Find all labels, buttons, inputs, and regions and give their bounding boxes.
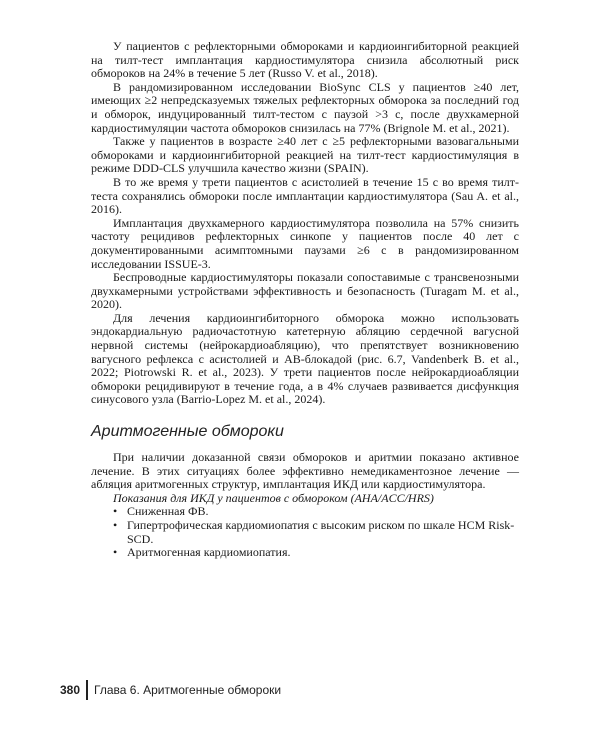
list-item-text: Аритмогенная кардиомиопатия. [127, 545, 291, 560]
list-item [91, 546, 519, 560]
footer-divider [86, 680, 88, 700]
paragraph: Имплантация двухкамерного кардиостимулятора позволила на 57% снизить частоту рецидивов рефлекторных синкопе у пациентов после 40 лет с документированными асимптомными паузами ≥6 с в рандомизированном исследовании ISSUE-3. [91, 215, 519, 271]
body-text [91, 40, 519, 560]
page-footer [60, 680, 281, 700]
list-item-text: Гипертрофическая кардиомиопатия с высоким риском по шкале HCM Risk-SCD. [127, 518, 515, 546]
bullet-icon: • [113, 518, 118, 532]
section-intro-paragraph: При наличии доказанной связи обмороков и аритмии показано активное лечение. В этих ситуациях более эффективно немедикаментозное лечение — абляция аритмогенных структур, имплантация ИКД или кардиостимулятора. [91, 450, 519, 492]
bullet-icon: • [113, 504, 118, 519]
page-number: 380 [60, 683, 81, 697]
paragraph: В рандомизированном исследовании BioSync CLS у пациентов ≥40 лет, имеющих ≥2 непредсказуемых тяжелых рефлекторных обморока за последний год и обморок, индуцированный тилт-тестом с паузой >3 с, после двухкамерной кардиостимуляции частота обмороков снизилась на 77% (Brignole M. et al., 2021). [91, 79, 519, 135]
paragraph: В то же время у трети пациентов с асистолией в течение 15 с во время тилт-теста сохранялись обмороки после имплантации кардиостимулятора (Sau A. et al., 2016). [91, 174, 519, 217]
chapter-title: Глава 6. Аритмогенные обмороки [94, 683, 282, 697]
bullet-icon: • [113, 545, 118, 560]
paragraph: Также у пациентов в возрасте ≥40 лет с ≥5 рефлекторными вазовагальными обмороками и кардиоингибиторной реакцией на тилт-тест кардиостимуляция в режиме DDD-CLS улучшила качество жизни (SPAIN). [91, 134, 519, 176]
list-item-text: Сниженная ФВ. [127, 504, 209, 519]
paragraph: Для лечения кардиоингибиторного обморока можно использовать эндокардиальную радиочастотную катетерную абляцию сердечной вагусной нервной системы (нейрокардиоабляцию), что препятствует возникновению вагусного рефлекса с асистолией и АВ-блокадой (рис. 6.7, Vandenberk B. et al., 2022; Piotrowski R. et al., 2023). У трети пациентов после нейрокардиоабляции обмороки рецидивируют в течение года, а в 4% случаев развивается дисфункция синусового узла (Barrio-Lopez M. et al., 2024). [91, 310, 519, 407]
indications-list [91, 505, 519, 559]
list-item [91, 505, 519, 519]
list-item [91, 519, 519, 546]
paragraph: У пациентов с рефлекторными обмороками и кардиоингибиторной реакцией на тилт-тест имплантация кардиостимулятора снизила абсолютный риск обмороков на 24% в течение 5 лет (Russo V. et al., 2018). [91, 39, 519, 81]
section-heading: Аритмогенные обмороки [91, 423, 284, 441]
paragraph: Беспроводные кардиостимуляторы показали сопоставимые с трансвенозными двухкамерными устройствами эффективность и безопасность (Turagam M. et al., 2020). [91, 270, 519, 312]
list-caption: Показания для ИКД у пациентов с обмороком (AHA/ACC/HRS) [113, 490, 434, 505]
